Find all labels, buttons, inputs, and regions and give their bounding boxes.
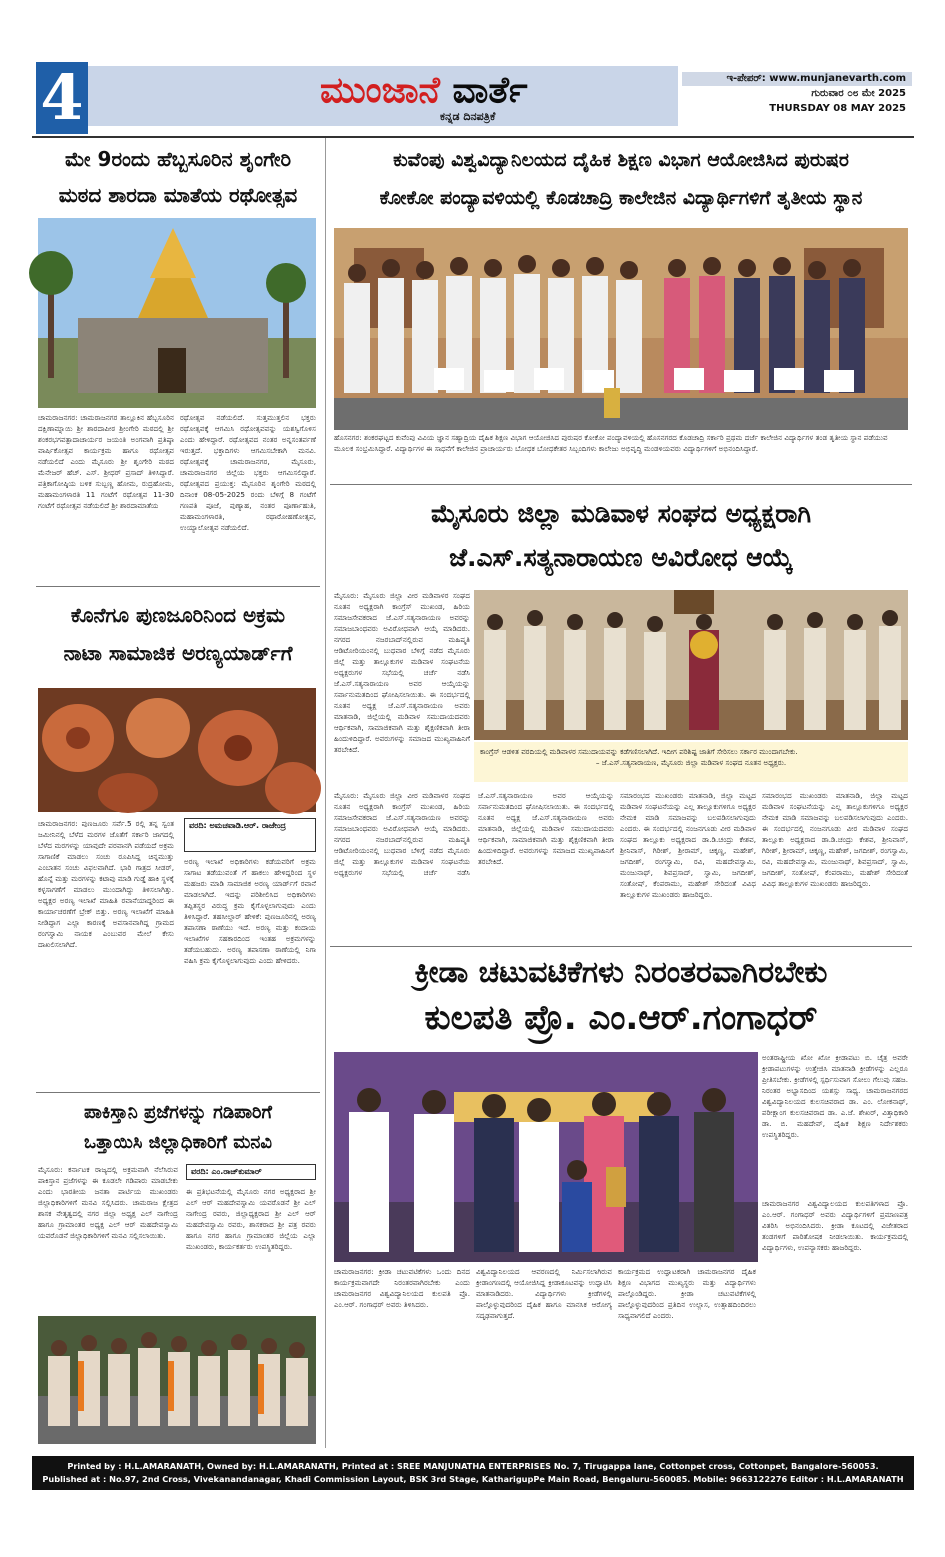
page-number: 4 <box>36 62 88 134</box>
madivala-body-left: ಮೈಸೂರು: ಮೈಸೂರು ಜಿಲ್ಲಾ ವೀರ ಮಡಿವಾಳರ ಸಂಘದ ನೂತನ ಅಧ್ಯಕ್ಷರಾಗಿ ಕಾಂಗ್ರೆಸ್ ಮುಖಂಡ, ಹಿರಿಯ ಸಮಾಜಸೇವಕರಾದ ಜೆ.ಎಸ್.ಸತ್ಯನಾರಾಯಣ ಅವರನ್ನು ಸಮಾಜಬಾಂಧವರು ಅವಿರೋಧವಾಗಿ ಆಯ್ಕೆ ಮಾಡಿದರು. ನಗರದ ನಜರಬಾದ್‌ನಲ್ಲಿರುವ ಮಹಿಷ್ಮತಿ ಆಡಿಟೋರಿಯಂನಲ್ಲಿ ಬುಧವಾರ ಬೆಳಿಗ್ಗೆ ನಡೆದ ಮೈಸೂರು ಜಿಲ್ಲೆ ಮತ್ತು ತಾಲ್ಲೂಕುಗಳ ಮಡಿವಾಳ ಸಂಘಟನೆಯ ಅಧ್ಯಕ್ಷರುಗಳ ಸಭೆಯಲ್ಲಿ ಚರ್ಚೆ ನಡೆಸಿ ಜೆ.ಎಸ್.ಸತ್ಯನಾರಾಯಣ ಅವರ ಆಯ್ಕೆಯನ್ನು ಸರ್ವಾನುಮತದಿಂದ ಘೋಷಿಸಲಾಯಿತು. ಈ ಸಂದರ್ಭದಲ್ಲಿ ನೂತನ ಅಧ್ಯಕ್ಷ ಜೆ.ಎಸ್.ಸತ್ಯನಾರಾಯಣ ಅವರು ಮಾತನಾಡಿ, ಜಿಲ್ಲೆಯಲ್ಲಿ ಮಡಿವಾಳ ಸಮುದಾಯದವರು ಆರ್ಥಿಕವಾಗಿ, ಸಾಮಾಜಿಕವಾಗಿ ಮತ್ತು ಶೈಕ್ಷಣಿಕವಾಗಿ ತೀರಾ ಹಿಂದುಳಿದಿದ್ದಾರೆ. ಅವರುಗಳನ್ನು ಸಮಾಜದ ಮುಖ್ಯವಾಹಿನಿಗೆ ತರಬೇಕಿದೆ. <box>334 591 470 754</box>
madivala-body-continued: ಮೈಸೂರು: ಮೈಸೂರು ಜಿಲ್ಲಾ ವೀರ ಮಡಿವಾಳರ ಸಂಘದ ನೂತನ ಅಧ್ಯಕ್ಷರಾಗಿ ಕಾಂಗ್ರೆಸ್ ಮುಖಂಡ, ಹಿರಿಯ ಸಮಾಜಸೇವಕರಾದ ಜೆ.ಎಸ್.ಸತ್ಯನಾರಾಯಣ ಅವರನ್ನು ಸಮಾಜಬಾಂಧವರು ಅವಿರೋಧವಾಗಿ ಆಯ್ಕೆ ಮಾಡಿದರು. ನಗರದ ನಜರಬಾದ್‌ನಲ್ಲಿರುವ ಮಹಿಷ್ಮತಿ ಆಡಿಟೋರಿಯಂನಲ್ಲಿ ಬುಧವಾರ ಬೆಳಿಗ್ಗೆ ನಡೆದ ಮೈಸೂರು ಜಿಲ್ಲೆ ಮತ್ತು ತಾಲ್ಲೂಕುಗಳ ಮಡಿವಾಳ ಸಂಘಟನೆಯ ಅಧ್ಯಕ್ಷರುಗಳ ಸಭೆಯಲ್ಲಿ ಚರ್ಚೆ ನಡೆಸಿ ಜೆ.ಎಸ್.ಸತ್ಯನಾರಾಯಣ ಅವರ ಆಯ್ಕೆಯನ್ನು ಸರ್ವಾನುಮತದಿಂದ ಘೋಷಿಸಲಾಯಿತು. ಈ ಸಂದರ್ಭದಲ್ಲಿ ನೂತನ ಅಧ್ಯಕ್ಷ ಜೆ.ಎಸ್.ಸತ್ಯನಾರಾಯಣ ಅವರು ಮಾತನಾಡಿ, ಜಿಲ್ಲೆಯಲ್ಲಿ ಮಡಿವಾಳ ಸಮುದಾಯದವರು ಆರ್ಥಿಕವಾಗಿ, ಸಾಮಾಜಿಕವಾಗಿ ಮತ್ತು ಶೈಕ್ಷಣಿಕವಾಗಿ ತೀರಾ ಹಿಂದುಳಿದಿದ್ದಾರೆ. ಅವರುಗಳನ್ನು ಸಮಾಜದ ಮುಖ್ಯವಾಹಿನಿಗೆ ತರಬೇಕಿದೆ. <box>334 791 614 877</box>
khokho-caption: ಹೊಸನಗರ: ಶಂಕರಘಟ್ಟದ ಕುವೆಂಪು ವಿವಿಯ ಜ್ಞಾನ ಸಹ್ಯಾದ್ರಿಯ ದೈಹಿಕ ಶಿಕ್ಷಣ ವಿಭಾಗ ಆಯೋಜಿಸಿದ ಪುರುಷರ ಕೋಕೋ ಪಂದ್ಯಾವಳಿಯಲ್ಲಿ ಹೊಸನಗರದ ಕೊಡಚಾದ್ರಿ ಸರ್ಕಾರಿ ಪ್ರಥಮ ದರ್ಜೆ ಕಾಲೇಜಿನ ವಿದ್ಯಾರ್ಥಿಗಳ ತಂಡ ತೃತೀಯ ಸ್ಥಾನ ಪಡೆಯುವ ಮೂಲಕ ಸಂಭ್ರಮಿಸಿದ್ದಾರೆ. ವಿದ್ಯಾರ್ಥಿಗಳ ಈ ಸಾಧನೆಗೆ ಕಾಲೇಜಿನ ಪ್ರಾಚಾರ್ಯರು ಬೋಧಕ ಬೋಧಕೇತರ ಸಿಬ್ಬಂದಿಗಳು ಕಾಲೇಜು ಅಭಿವೃದ್ಧಿ ಮಂಡಳಿಯವರು ವಿದ್ಯಾರ್ಥಿಗಳಿಗೆ ಅಭಿನಂದಿಸಿದ್ದಾರೆ. <box>334 433 888 453</box>
madivala-quote-text: ಕಾಂಗ್ರೆಸ್ ಆಡಳಿತ ವರದಿಯಲ್ಲಿ ಮಡಿವಾಳರ ಸಮುದಾಯವನ್ನು ಕಡೆಗಣಿಸಲಾಗಿದೆ. ಇದೀಗ ಪರಿಶಿಷ್ಟ ಜಾತಿಗೆ ಸೇರಿಸಲು ಸರ್ಕಾರ ಮುಂದಾಗಬೇಕು. <box>480 747 798 756</box>
timber-headline-2: ನಾಟಾ ಸಾಮಾಜಿಕ ಅರಣ್ಯಯಾರ್ಡ್‌ಗೆ <box>63 641 293 665</box>
section-rule <box>36 1092 320 1093</box>
pakistan-body-left: ಮೈಸೂರು: ಕರ್ನಾಟಕ ರಾಜ್ಯದಲ್ಲಿ ಅಕ್ರಮವಾಗಿ ನೆಲೆಸಿರುವ ಪಾಕಿಸ್ತಾನ ಪ್ರಜೆಗಳನ್ನು ಈ ಕೂಡಲೇ ಗಡಿಪಾರು ಮಾಡಬೇಕು ಎಂದು ಭಾರತೀಯ ಜನತಾ ಪಾರ್ಟಿಯ ಮುಖಂಡರು ಜಿಲ್ಲಾಧಿಕಾರಿಗಳಿಗೆ ಮನವಿ ಸಲ್ಲಿಸಿದರು. ಚಾಮರಾಜ ಕ್ಷೇತ್ರದ ಶಾಸಕ ನೇತೃತ್ವದಲ್ಲಿ ನಗರ ಜಿಲ್ಲಾ ಅಧ್ಯಕ್ಷ ಎಲ್ ನಾಗೇಂದ್ರ ಹಾಗೂ ಗ್ರಾಮಾಂತರ ಅಧ್ಯಕ್ಷ ಎಲ್ ಆರ್ ಮಹದೇವಸ್ವಾಮಿ ಯವರೊಡನೆ ಜಿಲ್ಲಾಧಿಕಾರಿಗಳಿಗೆ ಮನವಿ ಸಲ್ಲಿಸಲಾಯಿತು. <box>38 1165 178 1240</box>
vc-headline-1: ಕ್ರೀಡಾ ಚಟುವಟಿಕೆಗಳು ನಿರಂತರವಾಗಿರಬೇಕು <box>414 955 828 990</box>
date-english: THURSDAY 08 MAY 2025 <box>769 103 906 114</box>
newspaper-title <box>320 68 740 112</box>
section-rule <box>36 586 320 587</box>
vc-body-right-top: ಅಂತರಾಷ್ಟ್ರೀಯ ಖೋ ಖೋ ಕ್ರೀಡಾಪಟು ಬಿ. ಚೈತ್ರ ಅವರೇ ಕ್ರೀಡಾಪಟುಗಳನ್ನು ಉತ್ತೇಜಿಸಿ ಮಾತನಾಡಿ ಕ್ರೀಡೆಗಳನ್ನು ಎಲ್ಲರೂ ಪ್ರೀತಿಸಬೇಕು. ಕ್ರೀಡೆಗಳಲ್ಲಿ ಸ್ಪರ್ಧಿಸುವಾಗ ಸೋಲು ಗೆಲುವು ಸಹಜ. ನಿರಂತರ ಅಭ್ಯಾಸದಿಂದ ಯಶಸ್ಸು ಸಾಧ್ಯ. ಚಾಮರಾಜನಗರದ ವಿಶ್ವವಿದ್ಯಾನಿಲಯದ ಕುಲಸಚಿವರಾದ ಡಾ. ಎಂ. ಲೋಕನಾಥ್, ಪರೀಕ್ಷಾಂಗ ಕುಲಸಚಿವರಾದ ಡಾ. ಎ.ಜೆ. ಶೇಖರ್, ವಿತ್ತಾಧಿಕಾರಿ ಡಾ. ಬಿ. ಮಹದೇವ್, ದೈಹಿಕ ಶಿಕ್ಷಣ ನಿರ್ದೇಶಕರು ಉಪಸ್ಥಿತರಿದ್ದರು. <box>762 1053 908 1139</box>
madivala-body-right-2: ಸಮಾರಂಭದ ಮುಖಂಡರು ಮಾತನಾಡಿ, ಜಿಲ್ಲಾ ಮಟ್ಟದ ಮಡಿವಾಳ ಸಂಘಟನೆಯನ್ನು ಎಲ್ಲ ತಾಲ್ಲೂಕುಗಳಿಗೂ ಅಧ್ಯಕ್ಷರ ನೇಮಕ ಮಾಡಿ ಸಮಾಜವನ್ನು ಬಲಪಡಿಸಲಾಗುವುದು ಎಂದರು. ಈ ಸಂದರ್ಭದಲ್ಲಿ ನಂಜನಗೂಡು ವೀರ ಮಡಿವಾಳ ಸಂಘದ ತಾಲ್ಲೂಕು ಅಧ್ಯಕ್ಷರಾದ ಡಾ.ಡಿ.ಚಂದ್ರು ಕೇಶವ, ಶ್ರೀನಿವಾಸ್, ಗಿರೀಶ್, ಶ್ರೀರಾಮ್, ಚಿಕ್ಕಣ್ಣ, ಮಹೇಶ್, ಜಗದೀಶ್, ರಂಗಸ್ವಾಮಿ, ರವಿ, ಮಹದೇವಸ್ವಾಮಿ, ಮಂಜುನಾಥ್, ಶಿವಪ್ರಸಾದ್, ಸ್ವಾಮಿ, ಜಗದೀಶ್, ಸಂತೋಷ್, ಕೆಂಪರಾಮು, ಮಹೇಶ್ ಸೇರಿದಂತೆ ವಿವಿಧ ತಾಲ್ಲೂಕುಗಳ ಮುಖಂಡರು ಹಾಜರಿದ್ದರು. <box>762 791 908 888</box>
madivala-headline-1: ಮೈಸೂರು ಜಿಲ್ಲಾ ಮಡಿವಾಳ ಸಂಘದ ಅಧ್ಯಕ್ಷರಾಗಿ <box>431 499 811 528</box>
vc-body-bottom-2: ವಿಶ್ವವಿದ್ಯಾನಿಲಯದ ಆವರಣದಲ್ಲಿ ನಿರ್ಮಿಸಲಾಗಿರುವ ಕ್ರೀಡಾಂಗಣದಲ್ಲಿ ಆಯೋಜಿಸಿದ್ದ ಕ್ರೀಡಾಕೂಟವನ್ನು ಉದ್ಘಾಟಿಸಿ ಮಾತನಾಡಿದರು. ವಿದ್ಯಾರ್ಥಿಗಳು ಕ್ರೀಡೆಗಳಲ್ಲಿ ಪಾಲ್ಗೊಳ್ಳುವುದರಿಂದ ದೈಹಿಕ ಹಾಗೂ ಮಾನಸಿಕ ಆರೋಗ್ಯ ಸದೃಢವಾಗುತ್ತದೆ. <box>476 1267 612 1320</box>
pakistan-byline: ವರದಿ: ಎಂ.ರಾಜ್‌ಕುಮಾರ್ <box>186 1164 316 1180</box>
madivala-group-photo <box>474 590 908 740</box>
timber-headline-1: ಕೊನೆಗೂ ಪುಣಜೂರಿನಿಂದ ಅಕ್ರಮ <box>70 603 286 627</box>
khokho-headline-2: ಕೋಕೋ ಪಂದ್ಯಾವಳಿಯಲ್ಲಿ ಕೊಡಚಾದ್ರಿ ಕಾಲೇಜಿನ ವಿದ್ಯಾರ್ಥಿಗಳಿಗೆ ತೃತೀಯ ಸ್ಥಾನ <box>379 187 863 209</box>
pakistan-headline-1: ಪಾಕಿಸ್ತಾನಿ ಪ್ರಜೆಗಳನ್ನು ಗಡಿಪಾರಿಗೆ <box>83 1102 273 1123</box>
madivala-body-right-1: ಸಮಾರಂಭದ ಮುಖಂಡರು ಮಾತನಾಡಿ, ಜಿಲ್ಲಾ ಮಟ್ಟದ ಮಡಿವಾಳ ಸಂಘಟನೆಯನ್ನು ಎಲ್ಲ ತಾಲ್ಲೂಕುಗಳಿಗೂ ಅಧ್ಯಕ್ಷರ ನೇಮಕ ಮಾಡಿ ಸಮಾಜವನ್ನು ಬಲಪಡಿಸಲಾಗುವುದು ಎಂದರು. ಈ ಸಂದರ್ಭದಲ್ಲಿ ನಂಜನಗೂಡು ವೀರ ಮಡಿವಾಳ ಸಂಘದ ತಾಲ್ಲೂಕು ಅಧ್ಯಕ್ಷರಾದ ಡಾ.ಡಿ.ಚಂದ್ರು ಕೇಶವ, ಶ್ರೀನಿವಾಸ್, ಗಿರೀಶ್, ಶ್ರೀರಾಮ್, ಚಿಕ್ಕಣ್ಣ, ಮಹೇಶ್, ಜಗದೀಶ್, ರಂಗಸ್ವಾಮಿ, ರವಿ, ಮಹದೇವಸ್ವಾಮಿ, ಮಂಜುನಾಥ್, ಶಿವಪ್ರಸಾದ್, ಸ್ವಾಮಿ, ಜಗದೀಶ್, ಸಂತೋಷ್, ಕೆಂಪರಾಮು, ಮಹೇಶ್ ಸೇರಿದಂತೆ ವಿವಿಧ ತಾಲ್ಲೂಕುಗಳ ಮುಖಂಡರು ಹಾಜರಿದ್ದರು. <box>620 791 756 899</box>
masthead-rule <box>32 136 914 138</box>
title-part-2: ವಾರ್ತೆ <box>452 69 528 111</box>
madivala-quote-attribution: – ಜೆ.ಎಸ್.ಸತ್ಯನಾರಾಯಣ, ಮೈಸೂರು ಜಿಲ್ಲಾ ಮಡಿವಾಳ ಸಂಘದ ನೂತನ ಅಧ್ಯಕ್ಷರು. <box>595 758 787 767</box>
newspaper-subtitle: ಕನ್ನಡ ದಿನಪತ್ರಿಕೆ <box>440 110 496 123</box>
timber-body-right: ಅರಣ್ಯ ಇಲಾಖೆ ಅಧಿಕಾರಿಗಳು ಕಡೆಯವರಿಗೆ ಅಕ್ರಮ ಸಾಗಾಟ ತಡೆಯುವಂತೆ ಗೆ ಹಾಕಲು ಹೇಳಿದ್ದರಿಂದ ಸ್ಥಳ ಮಹಜರು ಮಾಡಿ ಸಾಮಾಜಿಕ ಅರಣ್ಯ ಯಾರ್ಡ್‌ಗೆ ರವಾನೆ ಮಾಡಲಾಗಿದೆ. ಇದನ್ನು ಪರಿಶೀಲಿಸಿದ ಅಧಿಕಾರಿಗಳು ತಪ್ಪಿತಸ್ಥರ ವಿರುದ್ಧ ಕ್ರಮ ಕೈಗೊಳ್ಳಲಾಗುವುದು ಎಂದು ತಿಳಿಸಿದ್ದಾರೆ. ತಹಸೀಲ್ದಾರ್ ಹೇಳಿಕೆ: ಪುಣಜೂರಿನಲ್ಲಿ ಅರಣ್ಯ ತಪಾಸಣಾ ಠಾಣೆಯು ಇದೆ. ಅರಣ್ಯ ಮತ್ತು ಕಂದಾಯ ಇಲಾಖೆಗಳ ಸಹಕಾರದಿಂದ ಇಂತಹ ಅಕ್ರಮಗಳನ್ನು ತಡೆಯಬಹುದು. ಅರಣ್ಯ ತಪಾಸಣಾ ಠಾಣೆಯಲ್ಲಿ ನಿಗಾ ವಹಿಸಿ ಕ್ರಮ ಕೈಗೊಳ್ಳಲಾಗುವುದು ಎಂದು ಹೇಳಿದರು. <box>184 857 316 965</box>
imprint-footer <box>32 1456 914 1490</box>
pakistan-headline-2: ಒತ್ತಾಯಿಸಿ ಜಿಲ್ಲಾಧಿಕಾರಿಗೆ ಮನವಿ <box>84 1132 272 1153</box>
vc-award-photo <box>334 1052 758 1262</box>
timber-byline: ವರದಿ: ಅಮಚವಾಡಿ.ಆರ್. ರಾಜೇಂದ್ರ <box>184 818 316 852</box>
date-kannada: ಗುರುವಾರ ೦೮ ಮೇ 2025 <box>811 88 906 99</box>
column-divider <box>325 138 326 1448</box>
section-rule <box>330 484 912 485</box>
rathotsava-body-right: ರಥೋತ್ಸವ ನಡೆಯಲಿದೆ. ಸುತ್ತಮುತ್ತಲಿನ ಭಕ್ತರು ರಥೋತ್ಸವಕ್ಕೆ ಆಗಮಿಸಿ ರಥೋತ್ಸವವನ್ನು ಯಶಸ್ವಿಗೊಳಿಸ ಎಂದು ಹೇಳಿದ್ದಾರೆ. ರಥೋತ್ಸವದ ನಂತರ ಅನ್ನಸಂತರ್ಪಣೆ ಇರುತ್ತದೆ. ಭಕ್ತಾದಿಗಳು ಆಗಮಿಸಬೇಕಾಗಿ ಮನವಿ. ರಥೋತ್ಸವಕ್ಕೆ ಚಾಮರಾಜನಗರ, ಮೈಸೂರು, ಚಾಮರಾಜನಗರ ಜಿಲ್ಲೆಯ ಭಕ್ತರು ಆಗಮಿಸಲಿದ್ದಾರೆ. ರಥೋತ್ಸವದ ಪ್ರಯುಕ್ತ: ಮೈಸೂರಿನ ಶೃಂಗೇರಿ ಮಠದಲ್ಲಿ ದಿನಾಂಕ 08-05-2025 ರಂದು ಬೆಳಿಗ್ಗೆ 8 ಗಂಟೆಗೆ ಗಣಪತಿ ಪೂಜೆ, ಪುಣ್ಯಾಹ, ನಂತರ ಪೂರ್ಣಾಹುತಿ, ಮಹಾಮಂಗಳಾರತಿ, ರಥಾರೋಹಣೋತ್ಸವ, ಉಯ್ಯಾಲೋತ್ಸವ ನಡೆಯಲಿದೆ. <box>180 413 316 532</box>
footer-line-1: Printed by : H.L.AMARANATH, Owned by: H.L.AMARANATH, Printed at : SREE MANJUNATHA ENTERPRISES No. 7, Tirugappa lane, Cottonpet cross, Cottonpet, Bangalore-560053. <box>67 1461 879 1471</box>
vc-body-bottom-1: ಚಾಮರಾಜನಗರ: ಕ್ರೀಡಾ ಚಟುವಟಿಕೆಗಳು ಒಂದು ದಿನದ ಕಾರ್ಯಕ್ರಮವಾಗದೇ ನಿರಂತರವಾಗಿರಬೇಕು ಎಂದು ಚಾಮರಾಜನಗರ ವಿಶ್ವವಿದ್ಯಾನಿಲಯದ ಕುಲಪತಿ ಪ್ರೊ. ಎಂ.ಆರ್. ಗಂಗಾಧರ್ ಅವರು ತಿಳಿಸಿದರು. <box>334 1267 470 1309</box>
khokho-team-photo <box>334 228 908 430</box>
timber-photo <box>38 688 316 812</box>
pakistan-body-right: ಈ ಪ್ರತಿಭಟನೆಯಲ್ಲಿ ಮೈಸೂರು ನಗರ ಅಧ್ಯಕ್ಷರಾದ ಶ್ರೀ ಎಲ್ ಆರ್ ಮಹದೇವಸ್ವಾಮಿ ಯವರೊಡನೆ ಶ್ರೀ ಎಲ್ ನಾಗೇಂದ್ರ ರವರು, ಜಿಲ್ಲಾಧ್ಯಕ್ಷರಾದ ಶ್ರೀ ಎಲ್ ಆರ್ ಮಹದೇವಸ್ವಾಮಿ ರವರು, ಶಾಸಕರಾದ ಶ್ರೀ ಪತ್ರ ರವರು ಹಾಗೂ ನಗರ ಹಾಗೂ ಗ್ರಾಮಾಂತರ ಜಿಲ್ಲೆಯ ಎಲ್ಲಾ ಮುಖಂಡರು, ಕಾರ್ಯಕರ್ತರು ಉಪಸ್ಥಿತರಿದ್ದರು. <box>186 1187 316 1251</box>
section-rule <box>330 946 912 947</box>
timber-body-left: ಚಾಮರಾಜನಗರ: ಪುಣಜೂರು ಸರ್ವೆ.5 ರಲ್ಲಿ ತನ್ನ ಸ್ವಂತ ಜಮೀನಿನಲ್ಲಿ ಬೆಳೆದ ಮರಗಳ ಜೊತೆಗೆ ಸರ್ಕಾರಿ ಜಾಗದಲ್ಲಿ ಬೆಳೆದ ಮರಗಳನ್ನು ಯಾವುದೇ ಪರವಾನಗಿ ಪಡೆಯದೆ ಅಕ್ರಮ ಸಾಗಾಣಿಕೆ ಮಾಡಲು ಸಂಚು ರೂಪಿಸಿದ್ದ ಚಿನ್ನಮುತ್ತು ಎಂಬಾತನ ಸಂಚು ವಿಫಲವಾಗಿದೆ. ಭಾರಿ ಗಾತ್ರದ ಸೀಡರ್, ಹೊನ್ನೆ ಮತ್ತು ಮರಗಳನ್ನು ಕಟಾವು ಮಾಡಿ ಗುಡ್ಡೆ ಹಾಕಿ ಸ್ಥಳಕ್ಕೆ ಕಳ್ಳಸಾಗಣೆಗೆ ಮಾಡಲು ಮುಂದಾಗಿದ್ದು ತಿಳಿಸಲಾಗಿತ್ತು. ಅಧ್ಯಕ್ಷರ ಅರಣ್ಯ ಇಲಾಖೆ ಮಾಹಿತಿ ರವಾನೆಯಾದ್ದರಿಂದ ಈ ಕಾರ್ಯಾಚರಣೆಗೆ ಬ್ರೇಕ್ ಬಿತ್ತು. ಅರಣ್ಯ ಇಲಾಖೆಗೆ ಮಾಹಿತಿ ನೀಡಿದ್ದಾಗ ಎಲ್ಲಾ ಕಾರಣಕ್ಕೆ ಅವಸಾನವಾಗಿದ್ದ ಗ್ರಾಮದ ರಂಗಸ್ವಾಮಿ ನಾಯಕ ಎಂಬುವರ ಮೇಲೆ ಕೇಸು ದಾಖಲಿಸಲಾಗಿದೆ. <box>38 819 174 949</box>
khokho-headline-1: ಕುವೆಂಪು ವಿಶ್ವವಿದ್ಯಾನಿಲಯದ ದೈಹಿಕ ಶಿಕ್ಷಣ ವಿಭಾಗ ಆಯೋಜಿಸಿದ ಪುರುಷರ <box>393 149 849 171</box>
rathotsava-headline-1: ಮೇ 9ರಂದು ಹೆಬ್ಬಸೂರಿನ ಶೃಂಗೇರಿ <box>64 147 292 171</box>
protest-photo <box>38 1316 316 1444</box>
temple-photo <box>38 218 316 408</box>
footer-line-2: Published at : No.97, 2nd Cross, Vivekanandanagar, Khadi Commission Layout, BSK 3rd Stage, KatharigupPe Main Road, Bengaluru-560085. Mobile: 9663122276 Editor : H.L.AMARANATH <box>42 1474 904 1484</box>
madivala-quote-box <box>474 742 908 782</box>
title-part-1: ಮುಂಜಾನೆ <box>320 69 440 111</box>
rathotsava-headline-2: ಮಠದ ಶಾರದಾ ಮಾತೆಯ ರಥೋತ್ಸವ <box>58 183 298 207</box>
vc-headline-2: ಕುಲಪತಿ ಪ್ರೊ. ಎಂ.ಆರ್.ಗಂಗಾಧರ್ <box>424 998 818 1038</box>
vc-body-right-bottom: ಚಾಮರಾಜನಗರ ವಿಶ್ವವಿದ್ಯಾಲಯದ ಕುಲಪತಿಗಳಾದ ಪ್ರೊ. ಎಂ.ಆರ್. ಗಂಗಾಧರ್ ಅವರು ವಿದ್ಯಾರ್ಥಿಗಳಿಗೆ ಪ್ರಮಾಣಪತ್ರ ವಿತರಿಸಿ ಅಭಿನಂದಿಸಿದರು. ಕ್ರೀಡಾ ಕೂಟದಲ್ಲಿ ವಿಜೇತರಾದ ತಂಡಗಳಿಗೆ ಪಾರಿತೋಷಕ ನೀಡಲಾಯಿತು. ಕಾರ್ಯಕ್ರಮದಲ್ಲಿ ವಿದ್ಯಾರ್ಥಿಗಳು, ಉಪನ್ಯಾಸಕರು ಹಾಜರಿದ್ದರು. <box>762 1199 908 1252</box>
madivala-headline-2: ಜೆ.ಎಸ್.ಸತ್ಯನಾರಾಯಣ ಅವಿರೋಧ ಆಯ್ಕೆ <box>449 543 793 572</box>
rathotsava-body-left: ಚಾಮರಾಜನಗರ: ಚಾಮರಾಜನಗರ ತಾಲ್ಲೂಕಿನ ಹೆಬ್ಬಸೂರಿನ ದಕ್ಷಿಣಾಮ್ನಾಯಿ ಶ್ರೀ ಶಾರದಾಪೀಠ ಶ್ರೀಂಗೇರಿ ಮಠದಲ್ಲಿ ಶ್ರೀ ಶಂಕರಭಗವತ್ಪಾದಾಚಾರ್ಯರ ಜಯಂತಿ ಅಂಗವಾಗಿ ಪ್ರತಿಷ್ಠಾ ವಾರ್ಷಿಕೋತ್ಸವ ಕಾರ್ಯಕ್ರಮ ಹಾಗೂ ರಥೋತ್ಸವ ನಡೆಯಲಿದೆ ಎಂದು ಮೈಸೂರು ಶ್ರೀ ಶೃಂಗೇರಿ ಮಠದ ಮೆನೇಜರ್ ಹೆಚ್. ಎಸ್. ಶ್ರೀಧರ್ ಪ್ರಸಾದ್ ತಿಳಿಸಿದ್ದಾರೆ. ಪತ್ರಿಕಾಗೋಷ್ಠಿಯ ಬಳಿಕ ಸುಬ್ಬಣ್ಣ ಹೋಮ, ರುದ್ರಹೋಮ, ಮಹಾಮಂಗಳಾರತಿ 11 ಗಂಟೆಗೆ ರಥೋತ್ಸವ 11-30 ಗಂಟೆಗೆ ರಥೋತ್ಸವ ನಡೆಯಲಿದೆ ಶ್ರೀ ಶಾರದಾಮಾತೆಯ <box>38 413 174 510</box>
website: ಇ-ಪೇಪರ್: www.munjanevarth.com <box>682 72 912 86</box>
vc-body-bottom-3: ಕಾರ್ಯಕ್ರಮದ ಉದ್ಘಾಟಕರಾಗಿ ಚಾಮರಾಜನಗರ ದೈಹಿಕ ಶಿಕ್ಷಣ ವಿಭಾಗದ ಮುಖ್ಯಸ್ಥರು ಮತ್ತು ವಿದ್ಯಾರ್ಥಿಗಳು ಪಾಲ್ಗೊಂಡಿದ್ದರು. ಕ್ರೀಡಾ ಚಟುವಟಿಕೆಗಳಲ್ಲಿ ಪಾಲ್ಗೊಳ್ಳುವುದರಿಂದ ಪ್ರತಿದಿನ ಉಲ್ಲಾಸ, ಉತ್ಸಾಹದಿಂದಿರಲು ಸಾಧ್ಯವಾಗಲಿದೆ ಎಂದರು. <box>618 1267 756 1320</box>
